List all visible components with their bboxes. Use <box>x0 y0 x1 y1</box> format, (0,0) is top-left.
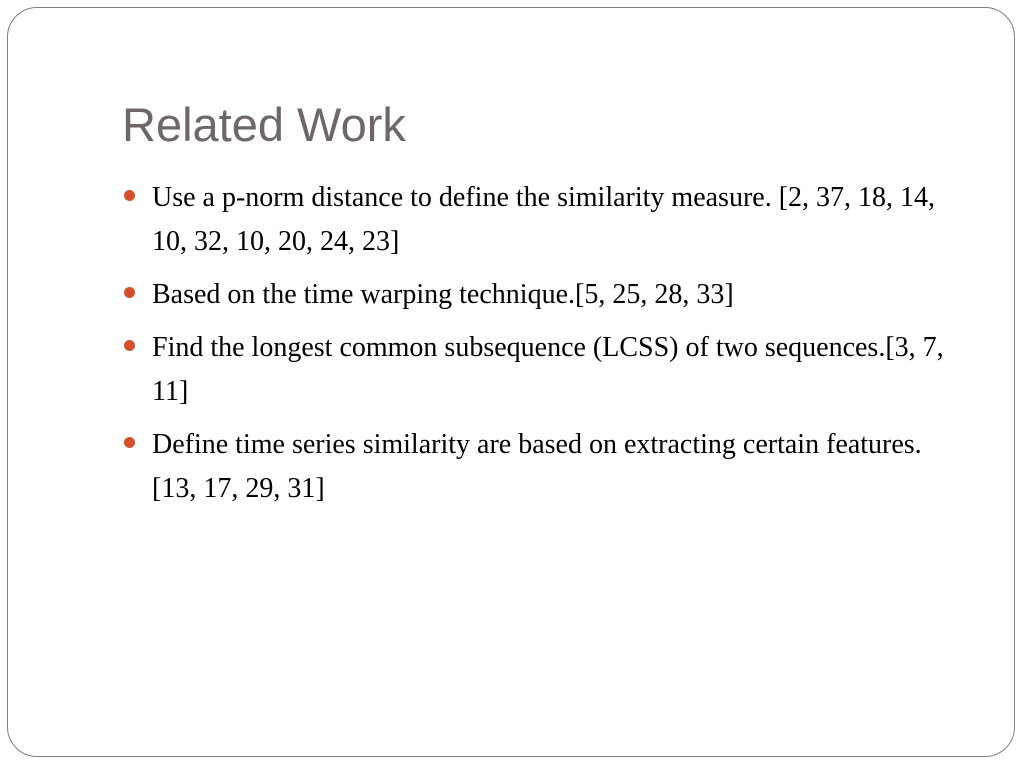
bullet-dot-icon <box>124 287 135 298</box>
bullet-dot-icon <box>124 190 135 201</box>
bullet-list <box>124 176 954 520</box>
bullet-text: Define time series similarity are based on extracting certain features.[13, 17, 29, 31] <box>152 429 922 504</box>
bullet-item <box>124 176 954 264</box>
slide-title: Related Work <box>122 98 406 151</box>
bullet-item <box>124 273 954 317</box>
bullet-text: Use a p-norm distance to define the similarity measure. [2, 37, 18, 14, 10, 32, 10, 20, 24, 23] <box>152 182 936 257</box>
bullet-dot-icon <box>124 437 135 448</box>
bullet-item <box>124 326 954 414</box>
bullet-item <box>124 423 954 511</box>
bullet-text: Based on the time warping technique.[5, 25, 28, 33] <box>152 279 734 310</box>
bullet-text: Find the longest common subsequence (LCSS) of two sequences.[3, 7, 11] <box>152 332 944 407</box>
bullet-dot-icon <box>124 340 135 351</box>
slide <box>7 7 1015 757</box>
